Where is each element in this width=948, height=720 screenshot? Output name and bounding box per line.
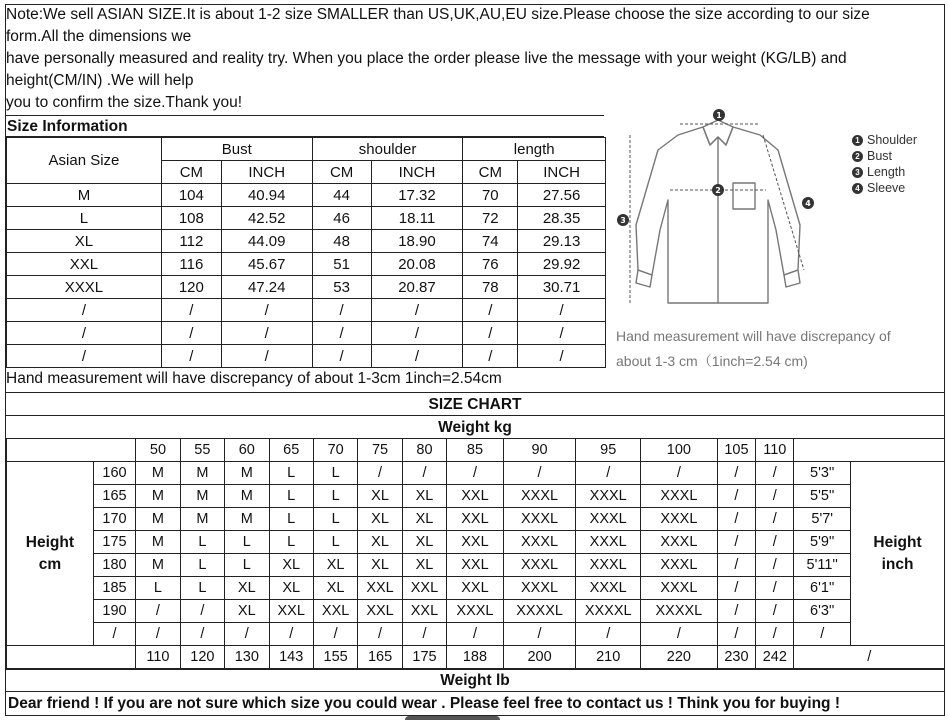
height-inch-cell: 6'3'' bbox=[794, 600, 851, 623]
size-label-cell: XL bbox=[7, 230, 162, 253]
size-label-cell: M bbox=[7, 184, 162, 207]
height-inch-cell: 5'5'' bbox=[794, 485, 851, 508]
unit-header: CM bbox=[312, 161, 371, 184]
size-cell: XXXL bbox=[503, 485, 576, 508]
size-cell: / bbox=[576, 623, 641, 646]
size-cell: L bbox=[313, 508, 357, 531]
marker-3: 3 bbox=[620, 216, 626, 225]
size-value-cell: / bbox=[371, 322, 463, 345]
size-cell: / bbox=[756, 554, 794, 577]
size-cell: / bbox=[576, 462, 641, 485]
size-cell: XXXL bbox=[641, 577, 718, 600]
size-cell: XXL bbox=[402, 577, 446, 600]
marker-1: 1 bbox=[716, 111, 722, 120]
size-cell: M bbox=[136, 485, 180, 508]
size-cell: XXXL bbox=[641, 485, 718, 508]
unit-header: INCH bbox=[221, 161, 312, 184]
size-label-cell: XXXL bbox=[7, 276, 162, 299]
size-cell: / bbox=[717, 485, 755, 508]
weight-lb-label: Weight lb bbox=[6, 669, 944, 692]
lb-cell: 155 bbox=[313, 646, 357, 669]
lb-cell: 210 bbox=[576, 646, 641, 669]
lb-cell: 188 bbox=[447, 646, 504, 669]
size-cell: XXL bbox=[447, 554, 504, 577]
size-cell: / bbox=[756, 577, 794, 600]
size-cell: L bbox=[269, 531, 313, 554]
size-cell: / bbox=[717, 577, 755, 600]
size-chart-table bbox=[6, 438, 945, 669]
lb-row bbox=[7, 646, 945, 669]
lb-cell: 200 bbox=[503, 646, 576, 669]
height-cm-cell: 190 bbox=[93, 600, 135, 623]
size-cell: XL bbox=[313, 554, 357, 577]
note-line: height(CM/IN) .We will help bbox=[6, 72, 194, 89]
size-cell: XL bbox=[402, 554, 446, 577]
size-cell: / bbox=[717, 508, 755, 531]
size-cell: XXL bbox=[447, 531, 504, 554]
size-cell: L bbox=[269, 462, 313, 485]
size-value-cell: / bbox=[518, 322, 606, 345]
size-row bbox=[7, 253, 606, 276]
height-row bbox=[7, 531, 945, 554]
size-value-cell: / bbox=[312, 322, 371, 345]
size-value-cell: / bbox=[463, 345, 518, 368]
size-cell: XL bbox=[358, 554, 402, 577]
size-row bbox=[7, 345, 606, 368]
lb-cell: 110 bbox=[136, 646, 180, 669]
size-cell: / bbox=[756, 600, 794, 623]
size-cell: L bbox=[225, 531, 269, 554]
size-cell: XXXL bbox=[576, 531, 641, 554]
kg-cell: 100 bbox=[641, 439, 718, 462]
size-cell: XL bbox=[269, 577, 313, 600]
size-value-cell: 45.67 bbox=[221, 253, 312, 276]
size-value-cell: 40.94 bbox=[221, 184, 312, 207]
height-row bbox=[7, 462, 945, 485]
size-value-cell: 44.09 bbox=[221, 230, 312, 253]
height-row bbox=[7, 485, 945, 508]
size-cell: M bbox=[136, 531, 180, 554]
size-value-cell: 48 bbox=[312, 230, 371, 253]
size-row bbox=[7, 184, 606, 207]
lb-tail-cell: / bbox=[794, 646, 945, 669]
size-cell: XXL bbox=[402, 600, 446, 623]
size-cell: XXL bbox=[447, 577, 504, 600]
size-cell: XXXL bbox=[503, 554, 576, 577]
size-cell: XXXL bbox=[503, 508, 576, 531]
lb-cell: 120 bbox=[180, 646, 224, 669]
size-cell: XXXXL bbox=[576, 600, 641, 623]
size-info-title: Size Information bbox=[6, 115, 604, 137]
size-value-cell: 20.87 bbox=[371, 276, 463, 299]
legend-number: 1 bbox=[852, 135, 863, 146]
height-row bbox=[7, 600, 945, 623]
size-cell: XXXL bbox=[641, 554, 718, 577]
height-row bbox=[7, 508, 945, 531]
kg-cell: 50 bbox=[136, 439, 180, 462]
height-cm-label bbox=[7, 462, 94, 646]
size-cell: XXL bbox=[358, 577, 402, 600]
height-inch-cell: 5'7' bbox=[794, 508, 851, 531]
size-value-cell: / bbox=[312, 345, 371, 368]
size-cell: / bbox=[269, 623, 313, 646]
size-value-cell: 72 bbox=[463, 207, 518, 230]
size-cell: / bbox=[756, 623, 794, 646]
legend-label: Bust bbox=[867, 149, 893, 163]
kg-cell: 105 bbox=[717, 439, 755, 462]
size-value-cell: / bbox=[371, 345, 463, 368]
size-cell: XL bbox=[402, 508, 446, 531]
size-value-cell: / bbox=[161, 345, 221, 368]
height-inch-cell: 5'3'' bbox=[794, 462, 851, 485]
size-cell: / bbox=[756, 508, 794, 531]
kg-row bbox=[7, 439, 945, 462]
size-value-cell: / bbox=[312, 299, 371, 322]
height-inch-label-1: Height bbox=[873, 533, 922, 551]
size-cell: XL bbox=[358, 485, 402, 508]
size-row bbox=[7, 299, 606, 322]
legend-item bbox=[852, 164, 917, 180]
legend-item bbox=[852, 148, 917, 164]
note-line: you to confirm the size.Thank you! bbox=[6, 94, 243, 111]
height-cm-cell: 160 bbox=[93, 462, 135, 485]
height-inch-cell: 5'11'' bbox=[794, 554, 851, 577]
lb-cell: 175 bbox=[402, 646, 446, 669]
size-cell: XXXL bbox=[447, 600, 504, 623]
size-cell: XL bbox=[402, 531, 446, 554]
kg-cell: 110 bbox=[756, 439, 794, 462]
size-cell: M bbox=[225, 508, 269, 531]
size-cell: XXXXL bbox=[641, 600, 718, 623]
size-value-cell: 29.13 bbox=[518, 230, 606, 253]
kg-cell: 95 bbox=[576, 439, 641, 462]
size-value-cell: 47.24 bbox=[221, 276, 312, 299]
size-info-table bbox=[6, 137, 606, 368]
size-row bbox=[7, 230, 606, 253]
legend-label: Shoulder bbox=[867, 133, 918, 147]
size-cell: / bbox=[402, 623, 446, 646]
size-row bbox=[7, 207, 606, 230]
size-cell: XXXL bbox=[503, 577, 576, 600]
size-cell: XXL bbox=[269, 600, 313, 623]
size-value-cell: 108 bbox=[161, 207, 221, 230]
size-value-cell: 53 bbox=[312, 276, 371, 299]
size-value-cell: 20.08 bbox=[371, 253, 463, 276]
size-cell: L bbox=[269, 508, 313, 531]
size-value-cell: 44 bbox=[312, 184, 371, 207]
size-row bbox=[7, 322, 606, 345]
length-header: length bbox=[463, 138, 606, 161]
size-cell: / bbox=[225, 623, 269, 646]
size-value-cell: / bbox=[161, 299, 221, 322]
height-cm-cell: 180 bbox=[93, 554, 135, 577]
size-value-cell: 51 bbox=[312, 253, 371, 276]
size-cell: / bbox=[358, 462, 402, 485]
size-cell: / bbox=[358, 623, 402, 646]
size-cell: L bbox=[136, 577, 180, 600]
weight-kg-label: Weight kg bbox=[6, 416, 944, 439]
size-value-cell: / bbox=[463, 299, 518, 322]
size-cell: M bbox=[225, 462, 269, 485]
height-row bbox=[7, 554, 945, 577]
size-cell: XL bbox=[358, 531, 402, 554]
size-cell: / bbox=[136, 623, 180, 646]
size-cell: XXXL bbox=[641, 508, 718, 531]
size-cell: XXXL bbox=[576, 485, 641, 508]
height-cm-cell: / bbox=[93, 623, 135, 646]
height-row bbox=[7, 577, 945, 600]
size-cell: XXXXL bbox=[503, 600, 576, 623]
size-cell: XXXL bbox=[641, 531, 718, 554]
kg-cell: 80 bbox=[402, 439, 446, 462]
size-cell: L bbox=[313, 462, 357, 485]
size-cell: M bbox=[180, 508, 224, 531]
note-line: form.All the dimensions we bbox=[6, 28, 192, 45]
size-cell: / bbox=[503, 462, 576, 485]
legend-label: Length bbox=[867, 165, 906, 179]
height-cm-label-2: cm bbox=[38, 555, 62, 573]
size-label-cell: / bbox=[7, 299, 162, 322]
size-cell: / bbox=[447, 462, 504, 485]
size-cell: / bbox=[402, 462, 446, 485]
size-cell: XXL bbox=[313, 600, 357, 623]
height-inch-label-2: inch bbox=[881, 555, 914, 573]
lb-cell: 220 bbox=[641, 646, 718, 669]
size-cell: XXXL bbox=[576, 577, 641, 600]
size-value-cell: / bbox=[161, 322, 221, 345]
size-cell: / bbox=[447, 623, 504, 646]
height-inch-label bbox=[851, 462, 945, 646]
size-cell: M bbox=[136, 554, 180, 577]
size-cell: L bbox=[225, 554, 269, 577]
size-cell: L bbox=[313, 531, 357, 554]
height-inch-cell: 5'9'' bbox=[794, 531, 851, 554]
size-cell: XL bbox=[269, 554, 313, 577]
height-cm-cell: 175 bbox=[93, 531, 135, 554]
legend-number: 3 bbox=[852, 167, 863, 178]
size-chart-title: SIZE CHART bbox=[6, 392, 944, 416]
size-cell: XL bbox=[402, 485, 446, 508]
size-value-cell: / bbox=[221, 345, 312, 368]
size-cell: / bbox=[756, 485, 794, 508]
size-cell: / bbox=[641, 623, 718, 646]
size-cell: XL bbox=[313, 577, 357, 600]
size-cell: / bbox=[641, 462, 718, 485]
size-value-cell: 76 bbox=[463, 253, 518, 276]
size-cell: XXL bbox=[358, 600, 402, 623]
lb-cell: 242 bbox=[756, 646, 794, 669]
size-value-cell: 18.90 bbox=[371, 230, 463, 253]
size-cell: XXL bbox=[447, 485, 504, 508]
size-value-cell: 17.32 bbox=[371, 184, 463, 207]
shoulder-header: shoulder bbox=[312, 138, 463, 161]
height-cm-cell: 165 bbox=[93, 485, 135, 508]
height-cm-label-1: Height bbox=[25, 533, 75, 551]
unit-header: CM bbox=[161, 161, 221, 184]
size-row bbox=[7, 276, 606, 299]
height-cm-cell: 170 bbox=[93, 508, 135, 531]
size-cell: L bbox=[180, 577, 224, 600]
size-value-cell: / bbox=[518, 345, 606, 368]
kg-cell: 55 bbox=[180, 439, 224, 462]
kg-cell: 85 bbox=[447, 439, 504, 462]
size-label-cell: / bbox=[7, 345, 162, 368]
size-cell: M bbox=[180, 485, 224, 508]
size-value-cell: 104 bbox=[161, 184, 221, 207]
legend-item bbox=[852, 132, 917, 148]
size-cell: L bbox=[180, 554, 224, 577]
size-value-cell: 28.35 bbox=[518, 207, 606, 230]
size-label-cell: / bbox=[7, 322, 162, 345]
lb-cell: 130 bbox=[225, 646, 269, 669]
size-label-cell: XXL bbox=[7, 253, 162, 276]
size-value-cell: / bbox=[371, 299, 463, 322]
size-value-cell: / bbox=[518, 299, 606, 322]
size-value-cell: / bbox=[463, 322, 518, 345]
size-value-cell: / bbox=[221, 299, 312, 322]
corner-cell bbox=[794, 439, 945, 462]
size-value-cell: / bbox=[221, 322, 312, 345]
size-value-cell: 120 bbox=[161, 276, 221, 299]
unit-header: CM bbox=[463, 161, 518, 184]
size-value-cell: 42.52 bbox=[221, 207, 312, 230]
size-value-cell: 29.92 bbox=[518, 253, 606, 276]
size-note bbox=[6, 4, 936, 114]
size-cell: / bbox=[717, 531, 755, 554]
size-value-cell: 18.11 bbox=[371, 207, 463, 230]
size-cell: XXXL bbox=[576, 554, 641, 577]
size-info-footer: Hand measurement will have discrepancy of about 1-3cm 1inch=2.54cm bbox=[6, 370, 502, 387]
size-cell: / bbox=[503, 623, 576, 646]
size-cell: / bbox=[180, 600, 224, 623]
size-cell: / bbox=[756, 531, 794, 554]
size-cell: / bbox=[717, 623, 755, 646]
hand-note-line: Hand measurement will have discrepancy of bbox=[616, 328, 891, 344]
size-cell: XL bbox=[225, 600, 269, 623]
size-value-cell: 30.71 bbox=[518, 276, 606, 299]
size-value-cell: 74 bbox=[463, 230, 518, 253]
size-cell: M bbox=[180, 462, 224, 485]
measure-legend bbox=[852, 132, 917, 196]
size-value-cell: 112 bbox=[161, 230, 221, 253]
size-cell: / bbox=[313, 623, 357, 646]
size-cell: / bbox=[136, 600, 180, 623]
size-cell: M bbox=[136, 462, 180, 485]
height-cm-cell: 185 bbox=[93, 577, 135, 600]
height-inch-cell: 6'1'' bbox=[794, 577, 851, 600]
marker-4: 4 bbox=[805, 199, 811, 208]
size-value-cell: 27.56 bbox=[518, 184, 606, 207]
size-value-cell: 46 bbox=[312, 207, 371, 230]
size-label-cell: L bbox=[7, 207, 162, 230]
height-row bbox=[7, 623, 945, 646]
size-value-cell: 70 bbox=[463, 184, 518, 207]
unit-header: INCH bbox=[518, 161, 606, 184]
lb-cell: 165 bbox=[358, 646, 402, 669]
size-cell: XXL bbox=[447, 508, 504, 531]
footer-message: Dear friend ! If you are not sure which size you could wear . Please feel free to contact us ! Think you for buying ! bbox=[8, 695, 840, 712]
hand-measurement-note bbox=[616, 324, 946, 374]
kg-cell: 70 bbox=[313, 439, 357, 462]
size-cell: / bbox=[756, 462, 794, 485]
hand-note-line: about 1-3 cm（1inch=2.54 cm) bbox=[616, 353, 808, 369]
legend-label: Sleeve bbox=[867, 181, 906, 195]
size-cell: L bbox=[313, 485, 357, 508]
kg-cell: 90 bbox=[503, 439, 576, 462]
corner-cell bbox=[7, 646, 136, 669]
size-cell: M bbox=[225, 485, 269, 508]
corner-cell bbox=[7, 439, 136, 462]
kg-cell: 65 bbox=[269, 439, 313, 462]
lb-cell: 143 bbox=[269, 646, 313, 669]
marker-2: 2 bbox=[715, 186, 721, 195]
bust-header: Bust bbox=[161, 138, 312, 161]
legend-item bbox=[852, 180, 917, 196]
cropped-image-edge bbox=[405, 716, 500, 720]
size-cell: XXXL bbox=[576, 508, 641, 531]
kg-cell: 75 bbox=[358, 439, 402, 462]
size-cell: / bbox=[180, 623, 224, 646]
lb-cell: 230 bbox=[717, 646, 755, 669]
size-cell: XL bbox=[225, 577, 269, 600]
size-cell: L bbox=[269, 485, 313, 508]
size-value-cell: 116 bbox=[161, 253, 221, 276]
legend-number: 4 bbox=[852, 183, 863, 194]
size-cell: L bbox=[180, 531, 224, 554]
size-cell: / bbox=[717, 554, 755, 577]
size-cell: XXXL bbox=[503, 531, 576, 554]
kg-cell: 60 bbox=[225, 439, 269, 462]
size-cell: XL bbox=[358, 508, 402, 531]
height-inch-cell: / bbox=[794, 623, 851, 646]
size-value-cell: 78 bbox=[463, 276, 518, 299]
size-cell: M bbox=[136, 508, 180, 531]
unit-header: INCH bbox=[371, 161, 463, 184]
asian-size-header: Asian Size bbox=[7, 138, 162, 184]
size-cell: / bbox=[717, 462, 755, 485]
size-cell: / bbox=[717, 600, 755, 623]
note-line: Note:We sell ASIAN SIZE.It is about 1-2 size SMALLER than US,UK,AU,EU size.Please choose the size according to our size bbox=[6, 6, 870, 23]
legend-number: 2 bbox=[852, 151, 863, 162]
note-line: have personally measured and reality try. When you place the order please live the message with your weight (KG/LB) and bbox=[6, 50, 847, 67]
